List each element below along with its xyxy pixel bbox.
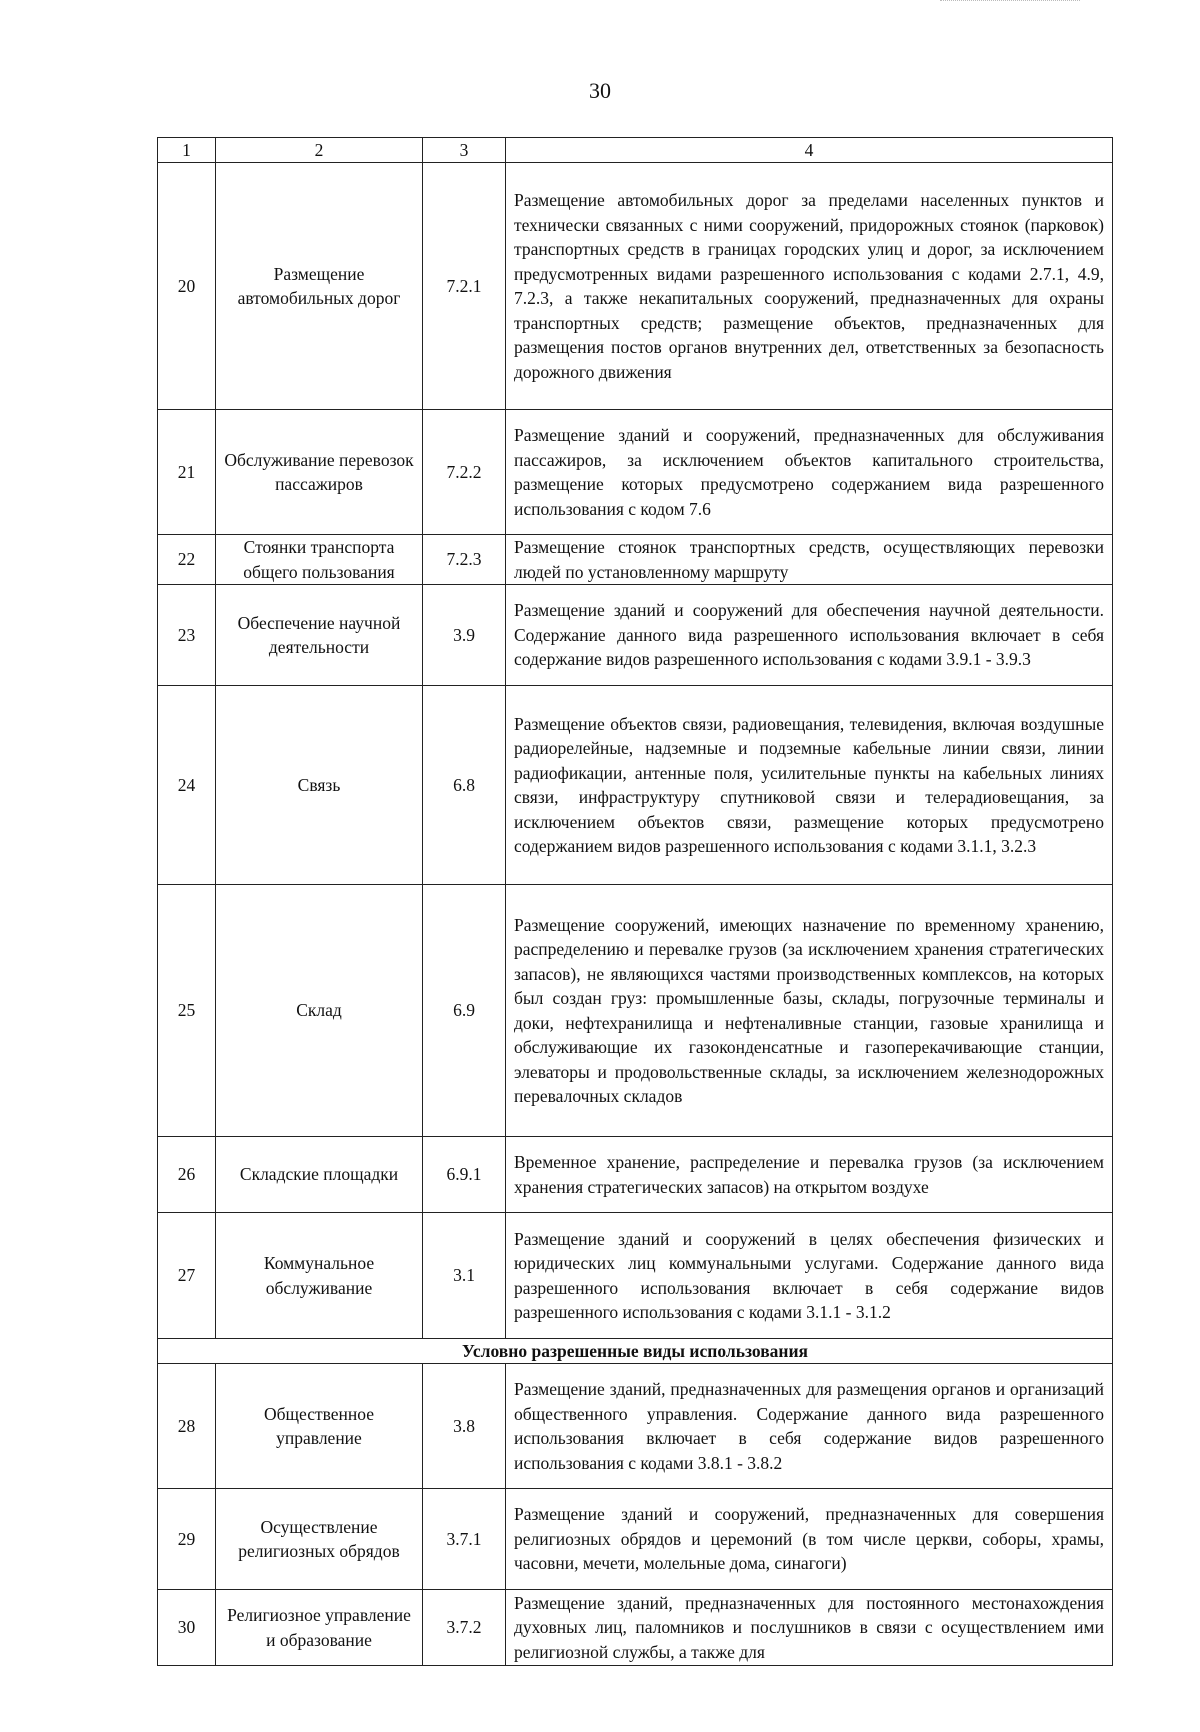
use-name: Коммунальное обслуживание <box>216 1213 423 1339</box>
row-number: 26 <box>158 1137 216 1213</box>
use-description: Размещение зданий, предназначенных для постоянного местонахождения духовных лиц, паломников и послушников в связи с осуществлением ими религиозной службы, а также для <box>506 1590 1113 1666</box>
row-number: 24 <box>158 686 216 885</box>
use-description: Временное хранение, распределение и перевалка грузов (за исключением хранения стратегических запасов) на открытом воздухе <box>506 1137 1113 1213</box>
header-col-1: 1 <box>158 138 216 163</box>
use-code: 7.2.1 <box>423 163 506 410</box>
use-description: Размещение автомобильных дорог за пределами населенных пунктов и технически связанных с ними сооружений, придорожных стоянок (парковок) транспортных средств в границах городских улиц и дорог, за исключением предусмотренных видами разрешенного использования с кодами 2.7.1, 4.9, 7.2.3, а также некапитальных сооружений, предназначенных для охраны транспортных средств; размещение объектов, предназначенных для размещения постов органов внутренних дел, ответственных за безопасность дорожного движения <box>506 163 1113 410</box>
use-code: 3.1 <box>423 1213 506 1339</box>
use-description: Размещение зданий и сооружений в целях обеспечения физических и юридических лиц коммунальными услугами. Содержание данного вида разрешенного использования включает в себя содержание видов разрешенного использования с кодами 3.1.1 - 3.1.2 <box>506 1213 1113 1339</box>
table-row <box>158 1590 1113 1666</box>
use-name: Склад <box>216 885 423 1137</box>
use-description: Размещение сооружений, имеющих назначение по временному хранению, распределению и перевалке грузов (за исключением хранения стратегических запасов), не являющихся частями производственных комплексов, на которых был создан груз: промышленные базы, склады, погрузочные терминалы и доки, нефтехранилища и нефтеналивные станции, газовые хранилища и обслуживающие их газоконденсатные и газоперекачивающие станции, элеваторы и продовольственные склады, за исключением железнодорожных перевалочных складов <box>506 885 1113 1137</box>
table-row <box>158 1364 1113 1489</box>
use-name: Связь <box>216 686 423 885</box>
use-name: Обслуживание перевозок пассажиров <box>216 410 423 535</box>
use-description: Размещение зданий и сооружений для обеспечения научной деятельности. Содержание данного вида разрешенного использования включает в себя содержание видов разрешенного использования с кодами 3.9.1 - 3.9.3 <box>506 585 1113 686</box>
use-name: Складские площадки <box>216 1137 423 1213</box>
table-row <box>158 585 1113 686</box>
row-number: 28 <box>158 1364 216 1489</box>
use-name: Осуществление религиозных обрядов <box>216 1489 423 1590</box>
header-col-2: 2 <box>216 138 423 163</box>
use-description: Размещение зданий и сооружений, предназначенных для обслуживания пассажиров, за исключением объектов капитального строительства, размещение которых предусмотрено содержанием вида разрешенного использования с кодом 7.6 <box>506 410 1113 535</box>
use-description: Размещение зданий и сооружений, предназначенных для совершения религиозных обрядов и церемоний (в том числе церкви, соборы, храмы, часовни, мечети, молельные дома, синагоги) <box>506 1489 1113 1590</box>
use-code: 6.9 <box>423 885 506 1137</box>
section-header-row <box>158 1339 1113 1364</box>
table-row <box>158 686 1113 885</box>
table-row <box>158 885 1113 1137</box>
scan-mark <box>940 0 1080 4</box>
table-header-row <box>158 138 1113 163</box>
row-number: 25 <box>158 885 216 1137</box>
page-number: 30 <box>589 78 611 103</box>
row-number: 23 <box>158 585 216 686</box>
use-code: 7.2.3 <box>423 535 506 585</box>
row-number: 22 <box>158 535 216 585</box>
use-description: Размещение объектов связи, радиовещания, телевидения, включая воздушные радиорелейные, надземные и подземные кабельные линии связи, линии радиофикации, антенные поля, усилительные пункты на кабельных линиях связи, инфраструктуру спутниковой связи и телерадиовещания, за исключением объектов связи, размещение которых предусмотрено содержанием видов разрешенного использования с кодами 3.1.1, 3.2.3 <box>506 686 1113 885</box>
land-use-table <box>157 137 1113 1666</box>
use-code: 7.2.2 <box>423 410 506 535</box>
use-name: Религиозное управление и образование <box>216 1590 423 1666</box>
row-number: 27 <box>158 1213 216 1339</box>
use-name: Размещение автомобильных дорог <box>216 163 423 410</box>
header-col-4: 4 <box>506 138 1113 163</box>
table-row <box>158 163 1113 410</box>
use-name: Стоянки транспорта общего пользования <box>216 535 423 585</box>
use-name: Общественное управление <box>216 1364 423 1489</box>
table-row <box>158 535 1113 585</box>
row-number: 30 <box>158 1590 216 1666</box>
use-code: 6.8 <box>423 686 506 885</box>
use-description: Размещение зданий, предназначенных для размещения органов и организаций общественного управления. Содержание данного вида разрешенного использования включает в себя содержание видов разрешенного использования с кодами 3.8.1 - 3.8.2 <box>506 1364 1113 1489</box>
use-code: 3.8 <box>423 1364 506 1489</box>
row-number: 20 <box>158 163 216 410</box>
table-row <box>158 1489 1113 1590</box>
section-title: Условно разрешенные виды использования <box>158 1339 1113 1364</box>
row-number: 21 <box>158 410 216 535</box>
row-number: 29 <box>158 1489 216 1590</box>
use-code: 6.9.1 <box>423 1137 506 1213</box>
use-code: 3.7.1 <box>423 1489 506 1590</box>
table-row <box>158 1213 1113 1339</box>
table-row <box>158 1137 1113 1213</box>
use-name: Обеспечение научной деятельности <box>216 585 423 686</box>
use-description: Размещение стоянок транспортных средств, осуществляющих перевозки людей по установленному маршруту <box>506 535 1113 585</box>
table-row <box>158 410 1113 535</box>
header-col-3: 3 <box>423 138 506 163</box>
use-code: 3.7.2 <box>423 1590 506 1666</box>
use-code: 3.9 <box>423 585 506 686</box>
